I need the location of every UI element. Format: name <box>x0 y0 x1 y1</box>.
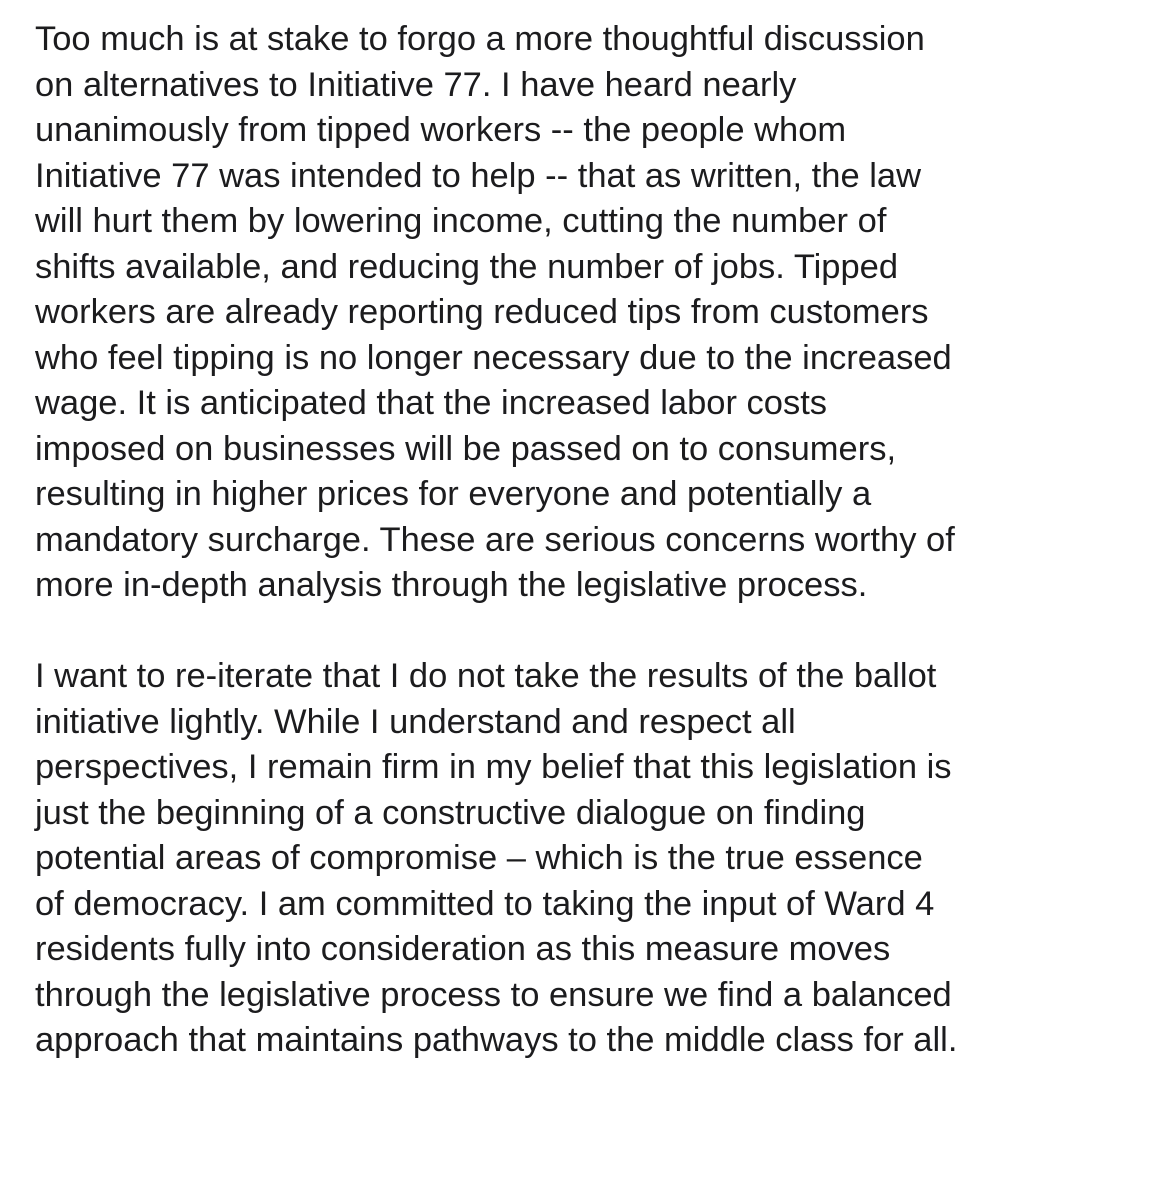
text-line: workers are already reporting reduced tips from customers <box>35 293 929 331</box>
text-line: I want to re-iterate that I do not take the results of the ballot <box>35 657 937 695</box>
text-line: through the legislative process to ensure we find a balanced <box>35 975 952 1014</box>
text-line: resulting in higher prices for everyone and potentially a <box>35 475 872 513</box>
text-line: residents fully into consideration as this measure moves <box>35 930 891 968</box>
text-line: shifts available, and reducing the number of jobs. Tipped <box>35 247 899 286</box>
paragraph-1 <box>35 17 1160 609</box>
text-line: of democracy. I am committed to taking the input of Ward 4 <box>35 884 935 923</box>
paragraph-spacer <box>35 609 1160 655</box>
text-line: imposed on businesses will be passed on to consumers, <box>35 429 897 468</box>
text-line: will hurt them by lowering income, cutting the number of <box>35 202 887 240</box>
text-line: approach that maintains pathways to the middle class for all. <box>35 1021 958 1059</box>
text-line: wage. It is anticipated that the increased labor costs <box>35 384 828 422</box>
text-line: Too much is at stake to forgo a more thoughtful discussion <box>35 20 925 58</box>
text-line: perspectives, I remain firm in my belief that this legislation is <box>35 748 952 786</box>
text-line: potential areas of compromise – which is the true essence <box>35 839 923 877</box>
text-line: more in-depth analysis through the legislative process. <box>35 566 868 604</box>
text-line: just the beginning of a constructive dialogue on finding <box>35 793 866 832</box>
statement-document <box>35 17 1160 1064</box>
text-line: who feel tipping is no longer necessary due to the increased <box>35 338 952 377</box>
text-line: Initiative 77 was intended to help -- that as written, the law <box>35 156 921 195</box>
text-line: mandatory surcharge. These are serious concerns worthy of <box>35 520 955 559</box>
text-line: on alternatives to Initiative 77. I have heard nearly <box>35 65 797 104</box>
paragraph-2 <box>35 654 1160 1064</box>
text-line: unanimously from tipped workers -- the people whom <box>35 111 847 149</box>
text-line: initiative lightly. While I understand and respect all <box>35 702 796 741</box>
